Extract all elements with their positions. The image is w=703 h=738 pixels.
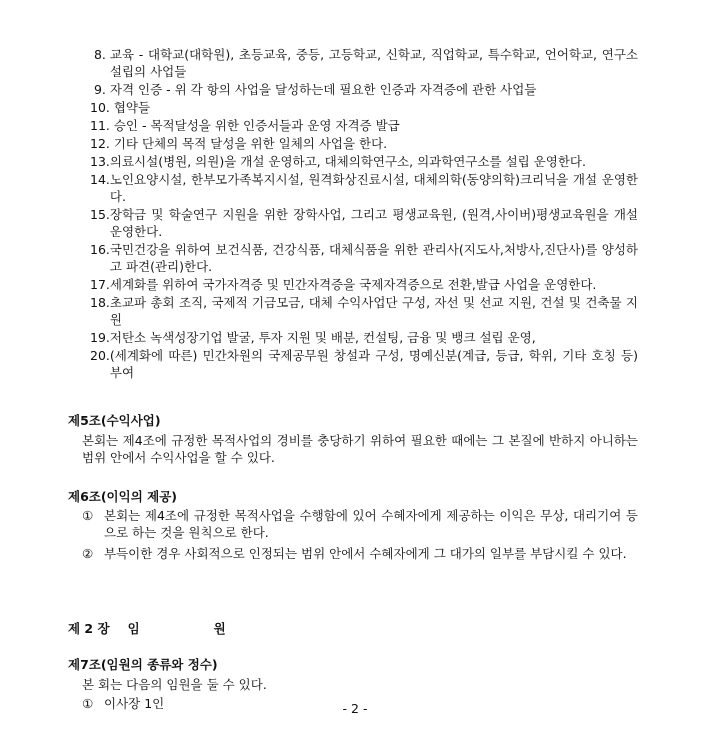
chapter-number: 제 2 장 [68, 621, 110, 636]
list-item [90, 329, 638, 346]
item-text: 초교파 총회 조직, 국제적 기금모금, 대체 수익사업단 구성, 자선 및 선교 지원, 건설 및 건축물 지원 [109, 295, 638, 327]
item-number: 13. [90, 154, 110, 169]
business-list [90, 46, 638, 382]
article7-item-1-text: 이사장 1인 [104, 696, 165, 711]
item-number: 20. [90, 348, 110, 363]
item-number: 14. [90, 172, 110, 187]
list-item [90, 46, 638, 80]
circled-number-1: ① [82, 696, 94, 711]
item-text: 승인 - 목적달성을 위한 인증서들과 운영 자격증 발급 [113, 118, 400, 133]
item-text: 저탄소 녹색성장기업 발굴, 투자 지원 및 배분, 컨설팅, 금융 및 뱅크 설립 운영, [109, 330, 536, 345]
article6-item-2 [82, 545, 638, 562]
article6-item-2-text: 부득이한 경우 사회적으로 인정되는 범위 안에서 수혜자에게 그 대가의 일부를 부담시킬 수 있다. [104, 546, 627, 561]
article7-body: 본 회는 다음의 임원을 둘 수 있다. [82, 677, 267, 692]
list-item [90, 171, 638, 205]
item-number: 12. [90, 136, 114, 151]
item-text: 협약들 [113, 100, 151, 115]
item-text: 세계화를 위하여 국가자격증 및 민간자격증을 국제자격증으로 전환,발급 사업을 운영한다. [109, 277, 597, 292]
item-number: 17. [90, 277, 110, 292]
article6-item-1-text: 본회는 제4조에 규정한 목적사업을 수행함에 있어 수혜자에게 제공하는 이익은 무상, 대리기여 등 으로 하는 것을 원칙으로 한다. [104, 508, 638, 540]
chapter-title-char-2: 원 [213, 621, 226, 636]
list-item [90, 99, 638, 116]
article6-heading: 제6조(이익의 제공) [68, 489, 178, 504]
item-number: 11. [90, 118, 114, 133]
list-item [90, 294, 638, 328]
item-text: 국민건강을 위하여 보건식품, 건강식품, 대체식품을 위한 관리사(지도사,처방사,진단사)를 양성하고 파견(관리)한다. [109, 242, 638, 274]
chapter-title-char-1: 임 [127, 621, 140, 636]
circled-number-1: ① [82, 508, 94, 523]
item-text: 의료시설(병원, 의원)을 개설 운영하고, 대체의학연구소, 의과학연구소를 설립 운영한다. [109, 154, 586, 169]
item-text: 기타 단체의 목적 달성을 위한 일체의 사업을 한다. [113, 136, 388, 151]
item-number: 8. [90, 47, 110, 62]
list-item [90, 276, 638, 293]
item-text: 노인요양시설, 한부모가족복지시설, 원격화상진료시설, 대체의학(동양의학)크리닉을 개설 운영한다. [109, 172, 638, 204]
list-item [90, 347, 638, 381]
list-item [90, 153, 638, 170]
item-number: 19. [90, 330, 110, 345]
item-text: (세계화에 따른) 민간차원의 국제공무원 창설과 구성, 명예신분(계급, 등급, 학위, 기타 호칭 등) 부여 [109, 348, 638, 380]
item-number: 10. [90, 100, 114, 115]
item-number: 18. [90, 295, 110, 310]
list-item [90, 135, 638, 152]
chapter-heading [68, 620, 268, 637]
article5-body: 본회는 제4조에 규정한 목적사업의 경비를 충당하기 위하여 필요한 때에는 그 본질에 반하지 아니하는 범위 안에서 수익사업을 할 수 있다. [82, 433, 638, 465]
circled-number-2: ② [82, 546, 94, 561]
list-item [90, 81, 638, 98]
list-item [90, 117, 638, 134]
item-text: 자격 인증 - 위 각 항의 사업을 달성하는데 필요한 인증과 자격증에 관한 사업들 [109, 82, 537, 97]
list-item [90, 206, 638, 240]
item-number: 15. [90, 207, 110, 222]
item-text: 장학금 및 학술연구 지원을 위한 장학사업, 그리고 평생교육원, (원격,사이버)평생교육원을 개설 운영한다. [109, 207, 638, 239]
item-text: 교육 - 대학교(대학원), 초등교육, 중등, 고등학교, 신학교, 직업학교, 특수학교, 언어학교, 연구소 설립의 사업들 [109, 47, 638, 79]
list-item [90, 241, 638, 275]
article5-heading: 제5조(수익사업) [68, 413, 161, 428]
item-number: 16. [90, 242, 110, 257]
item-number: 9. [90, 82, 110, 97]
page-number: - 2 - [342, 701, 368, 716]
article6-item-1 [82, 507, 638, 541]
article7-heading: 제7조(임원의 종류와 정수) [68, 657, 218, 672]
